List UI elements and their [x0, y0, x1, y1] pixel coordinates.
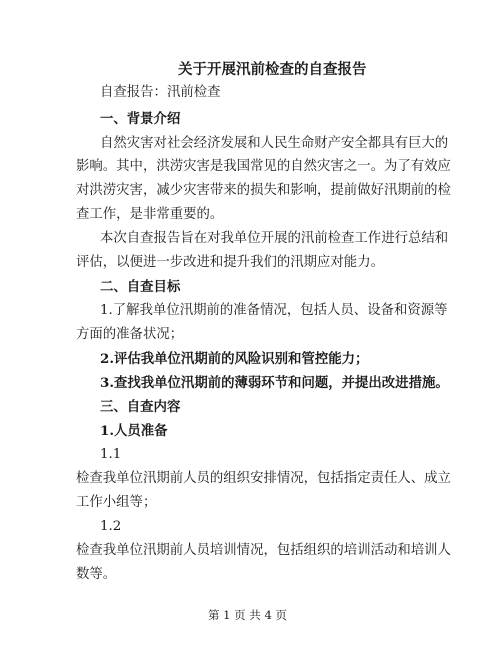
paragraph-line: 查工作，是非常重要的。 [76, 207, 224, 222]
paragraph-line: 自然灾害对社会经济发展和人民生命财产安全都具有巨大的 [100, 136, 449, 151]
paragraph-line: 对洪涝灾害，减少灾害带来的损失和影响，提前做好汛期前的检 [76, 183, 451, 198]
item-number: 1.2 [100, 519, 122, 534]
paragraph-line: 评估，以便进一步改进和提升我们的汛期应对能力。 [76, 255, 384, 270]
paragraph-line: 检查我单位汛期前人员的组织安排情况，包括指定责任人、成立 [76, 471, 451, 486]
list-item: 3.查找我单位汛期前的薄弱环节和问题，并提出改进措施。 [100, 375, 449, 391]
list-item: 2.评估我单位汛期前的风险识别和管控能力； [100, 351, 369, 367]
list-item-continuation: 方面的准备状况； [76, 327, 184, 342]
section-heading-content: 三、自查内容 [100, 399, 181, 415]
list-item: 1.了解我单位汛期前的准备情况，包括人员、设备和资源等 [100, 303, 448, 318]
paragraph-line: 检查我单位汛期前人员培训情况，包括组织的培训活动和培训人 [76, 543, 451, 558]
document-title: 关于开展汛前检查的自查报告 [178, 61, 367, 78]
subsection-heading: 1.人员准备 [100, 423, 168, 439]
section-heading-goals: 二、自查目标 [100, 279, 181, 295]
section-heading-background: 一、背景介绍 [100, 111, 181, 127]
paragraph-line: 数等。 [76, 567, 117, 582]
paragraph-line: 影响。其中，洪涝灾害是我国常见的自然灾害之一。为了有效应 [76, 159, 451, 174]
item-number: 1.1 [100, 447, 122, 462]
paragraph-line: 本次自查报告旨在对我单位开展的汛前检查工作进行总结和 [100, 231, 449, 246]
report-subject: 自查报告：汛前检查 [100, 85, 221, 100]
page-footer: 第 1 页 共 4 页 [208, 608, 287, 622]
paragraph-line: 工作小组等； [76, 495, 157, 510]
